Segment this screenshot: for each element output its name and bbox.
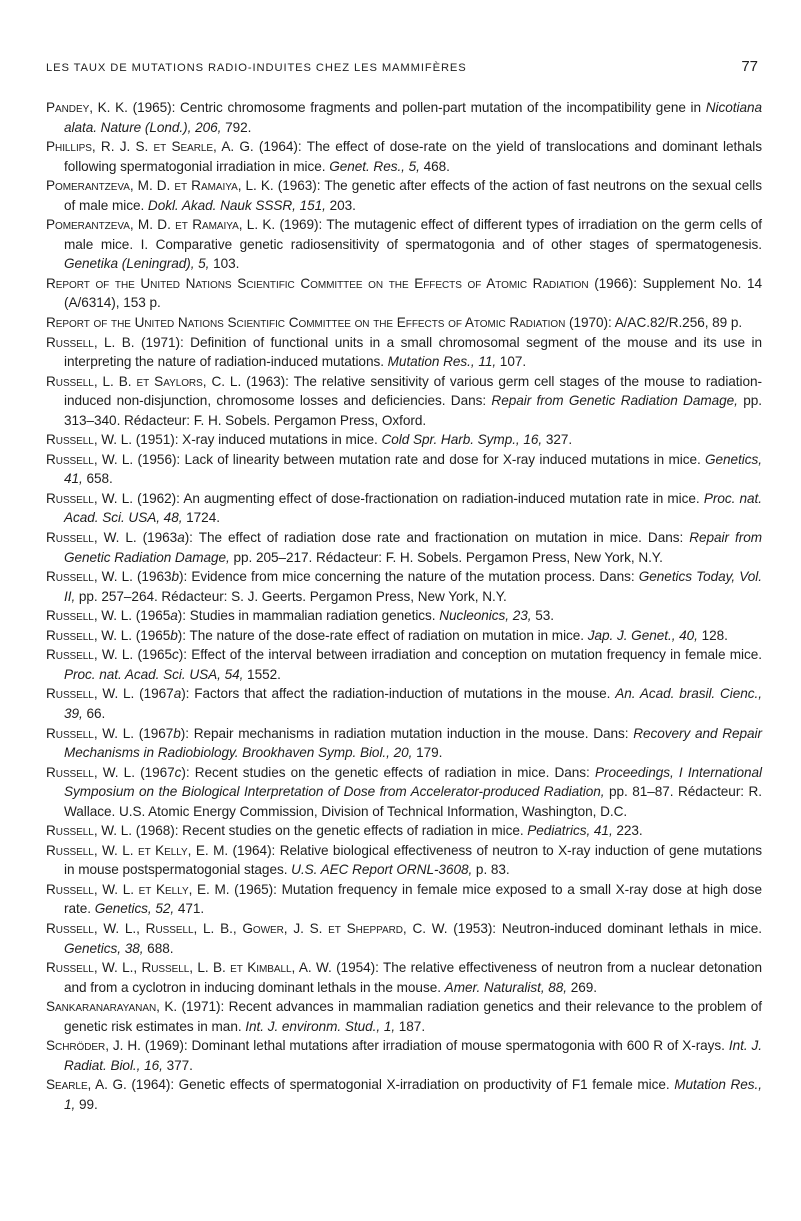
reference-italic: Jap. J. Genet., 40, (587, 627, 698, 643)
reference-text: 1724. (182, 510, 220, 526)
reference-authors: Russell, W. L. (46, 432, 132, 448)
reference-authors: Russell, W. L. (46, 823, 132, 839)
reference-italic: Dokl. Akad. Nauk SSSR, 151, (147, 197, 326, 213)
reference-italic: b (171, 569, 179, 585)
reference-text: pp. 205–217. Rédacteur: F. H. Sobels. Pergamon Press, New York, N.Y. (229, 549, 663, 565)
reference-text: (1951): X-ray induced mutations in mice. (132, 432, 382, 448)
reference-text: (1970): A/AC.82/R.256, 89 p. (565, 315, 743, 331)
reference-authors: Pomerantzeva, M. D. et Ramaiya, L. K. (46, 178, 274, 194)
reference-authors: Russell, W. L., Russell, L. B., Gower, J. S. et Sheppard, C. W. (46, 920, 448, 936)
reference-text: ): Evidence from mice concerning the nature of the mutation process. Dans: (178, 569, 639, 585)
reference-entry (46, 137, 762, 176)
reference-text: pp. 81–87. Rédacteur: R. Wallace. U.S. Atomic Energy Commission, Division of Technical Information, Washington, D.C. (64, 784, 763, 819)
reference-text: ): Studies in mammalian radiation genetics. (177, 608, 440, 624)
reference-italic: U.S. AEC Report ORNL-3608, (291, 862, 473, 878)
running-head: LES TAUX DE MUTATIONS RADIO-INDUITES CHEZ LES MAMMIFÈRES (46, 62, 467, 74)
reference-italic: c (174, 764, 182, 780)
reference-entry (46, 430, 762, 450)
reference-italic: a (170, 608, 178, 624)
reference-text: ): Repair mechanisms in radiation mutation induction in the mouse. Dans: (180, 725, 634, 741)
reference-text: 53. (531, 608, 554, 624)
reference-text: (1964): The effect of dose-rate on the yield of translocations and dominant lethals following spermatogonial irradiation in mice. (64, 139, 762, 174)
reference-italic: Pediatrics, 41, (527, 823, 613, 839)
reference-text: (1953): Neutron-induced dominant lethals in mice. (447, 920, 762, 936)
page (46, 58, 762, 1114)
reference-italic: Genetics, 41, (64, 451, 762, 487)
reference-italic: a (177, 530, 185, 546)
reference-text: 327. (542, 432, 573, 448)
reference-text: (1969): Dominant lethal mutations after irradiation of mouse spermatogonia with 600 R of X-rays. (140, 1038, 729, 1054)
reference-entry (46, 645, 762, 684)
reference-authors: Schröder, J. H. (46, 1038, 141, 1054)
reference-entry (46, 821, 762, 841)
reference-text: 66. (82, 705, 106, 721)
reference-authors: Russell, W. L. (46, 530, 137, 546)
reference-text: (1954): The relative effectiveness of neutron from a nuclear detonation and from a cyclotron in inducing dominant lethals in the mouse. (64, 960, 762, 995)
reference-text: (1963): The genetic after effects of the action of fast neutrons on the sexual cells of male mice. (64, 178, 763, 213)
reference-italic: Cold Spr. Harb. Symp., 16, (381, 432, 543, 448)
reference-text: 792. (221, 119, 252, 135)
reference-text: ): Effect of the interval between irradiation and conception on mutation frequency in female mice. (178, 647, 762, 663)
reference-italic: Nicotiana alata. Nature (Lond.), 206, (64, 100, 762, 135)
reference-entry (46, 958, 762, 997)
reference-authors: Russell, W. L. (46, 490, 133, 506)
reference-italic: b (173, 725, 181, 741)
reference-italic: a (173, 686, 182, 702)
reference-entry (46, 98, 762, 137)
reference-italic: Proceedings, I International Symposium on the Biological Interpretation of Dose from Accelerator-produced Radiation, (64, 764, 762, 800)
reference-italic: Genet. Res., 5, (329, 158, 420, 174)
reference-italic: b (170, 627, 178, 643)
reference-entry (46, 450, 762, 489)
reference-authors: Russell, W. L. (46, 608, 132, 624)
reference-text: (1964): Genetic effects of spermatogonial X-irradiation on productivity of F1 female mice. (126, 1077, 675, 1093)
reference-text: 187. (395, 1018, 426, 1034)
reference-entry (46, 567, 762, 606)
reference-list (46, 98, 762, 1114)
reference-entry (46, 274, 762, 313)
page-number: 77 (741, 58, 758, 75)
reference-text: (1967 (134, 725, 174, 741)
reference-italic: Genetics, 38, (64, 940, 144, 956)
reference-text: (1965 (132, 608, 171, 624)
reference-italic: Nucleonics, 23, (439, 608, 532, 624)
reference-text: 377. (162, 1057, 193, 1073)
reference-text: (1964): Relative biological effectiveness of neutron to X-ray induction of gene mutations in mouse postspermatogonial stages. (64, 842, 762, 878)
reference-text: pp. 313–340. Rédacteur: F. H. Sobels. Pergamon Press, Oxford. (64, 393, 762, 428)
reference-text: 1552. (243, 666, 281, 682)
page-header (46, 58, 762, 86)
reference-entry (46, 1075, 762, 1114)
reference-text: (1962): An augmenting effect of dose-fractionation on radiation-induced mutation rate in mice. (132, 490, 704, 506)
reference-text: 223. (612, 823, 643, 839)
reference-entry (46, 626, 762, 646)
reference-italic: Repair from Genetic Radiation Damage, (64, 530, 763, 565)
reference-entry (46, 997, 762, 1036)
reference-entry (46, 215, 762, 274)
reference-italic: Mutation Res., 1, (64, 1077, 763, 1112)
reference-text: (1965): Centric chromosome fragments and pollen-part mutation of the incompatibility gene in (127, 100, 706, 115)
reference-text: (1969): The mutagenic effect of different types of irradiation on the germ cells of male mice. I. Comparative genetic radiosensitivity of spermatogonia and of other stages of spermatogenesis. (64, 217, 762, 252)
reference-text: 179. (412, 745, 443, 761)
reference-text: (1967 (134, 686, 174, 702)
reference-entry (46, 372, 762, 431)
reference-entry (46, 763, 762, 822)
reference-italic: c (171, 647, 179, 663)
reference-italic: Genetics, 52, (94, 901, 175, 917)
reference-authors: Pandey, K. K. (46, 100, 128, 115)
reference-text: ): The effect of radiation dose rate and fractionation on mutation in mice. Dans: (184, 530, 690, 546)
reference-entry (46, 841, 762, 880)
reference-authors: Russell, L. B. (46, 334, 135, 350)
reference-authors: Russell, W. L. (46, 725, 135, 741)
reference-italic: Amer. Naturalist, 88, (444, 979, 568, 995)
reference-authors: Pomerantzeva, M. D. et Ramaiya, L. K. (46, 217, 276, 233)
reference-entry (46, 684, 762, 723)
reference-text: ): Factors that affect the radiation-induction of mutations in the mouse. (181, 686, 616, 702)
reference-text: (1963 (136, 530, 178, 546)
reference-authors: Russell, W. L. et Kelly, E. M. (46, 842, 229, 858)
reference-text: 107. (496, 354, 527, 370)
reference-text: p. 83. (472, 862, 510, 878)
reference-text: (1963): The relative sensitivity of various germ cell stages of the mouse to radiation-induced non-disjunction, chromosome losses and deficiencies. Dans: (64, 373, 762, 409)
reference-entry (46, 880, 762, 919)
reference-italic: Genetika (Leningrad), 5, (64, 256, 210, 272)
reference-text: 203. (325, 197, 356, 213)
reference-entry (46, 528, 762, 567)
reference-text: 269. (567, 979, 597, 995)
reference-text: (1956): Lack of linearity between mutation rate and dose for X-ray induced mutations in mice. (133, 451, 706, 467)
reference-text: (1971): Definition of functional units in a small chromosomal segment of the mouse and its use in interpreting the nature of radiation-induced mutations. (64, 334, 762, 370)
reference-entry (46, 489, 762, 528)
reference-authors: Russell, W. L. (46, 764, 135, 780)
reference-authors: Russell, W. L. et Kelly, E. M. (46, 881, 230, 897)
reference-text: 471. (174, 901, 205, 917)
reference-text: 688. (143, 940, 174, 956)
reference-authors: Russell, L. B. et Saylors, C. L. (46, 373, 242, 389)
reference-authors: Report of the United Nations Scientific Committee on the Effects of Atomic Radiation (46, 315, 566, 331)
reference-authors: Russell, W. L. (46, 627, 132, 643)
reference-text: (1965 (132, 627, 171, 643)
reference-italic: Int. J. environm. Stud., 1, (245, 1018, 396, 1034)
reference-text: 103. (209, 256, 240, 272)
reference-authors: Searle, A. G. (46, 1077, 127, 1093)
reference-italic: Int. J. Radiat. Biol., 16, (64, 1038, 763, 1073)
reference-text: pp. 257–264. Rédacteur: S. J. Geerts. Pergamon Press, New York, N.Y. (75, 588, 507, 604)
reference-text: (1965 (133, 647, 172, 663)
reference-entry (46, 1036, 762, 1075)
reference-entry (46, 333, 762, 372)
reference-italic: An. Acad. brasil. Cienc., 39, (64, 686, 762, 721)
reference-italic: Proc. nat. Acad. Sci. USA, 48, (64, 490, 762, 526)
reference-italic: Recovery and Repair Mechanisms in Radiobiology. Brookhaven Symp. Biol., 20, (64, 725, 763, 761)
reference-entry (46, 724, 762, 763)
reference-text: (1971): Recent advances in mammalian radiation genetics and their relevance to the problem of genetic risk estimates in man. (64, 999, 762, 1034)
reference-authors: Russell, W. L. (46, 451, 134, 467)
reference-text: (1965): Mutation frequency in female mice exposed to a small X-ray dose at high dose rate. (64, 881, 762, 917)
reference-italic: Mutation Res., 11, (387, 354, 497, 370)
reference-entry (46, 919, 762, 958)
reference-text: ): Recent studies on the genetic effects of radiation in mice. Dans: (181, 764, 595, 780)
reference-authors: Russell, W. L. (46, 569, 133, 585)
reference-authors: Report of the United Nations Scientific Committee on the Effects of Atomic Radiation (46, 275, 589, 291)
reference-authors: Russell, W. L., Russell, L. B. et Kimball, A. W. (46, 960, 332, 976)
reference-text: (1967 (134, 764, 175, 780)
reference-entry (46, 606, 762, 626)
reference-text: (1963 (132, 569, 172, 585)
reference-text: (1966): Supplement No. 14 (A/6314), 153 p. (64, 275, 762, 311)
reference-authors: Sankaranarayanan, K. (46, 999, 178, 1015)
reference-italic: Repair from Genetic Radiation Damage, (491, 393, 738, 409)
reference-text: 99. (75, 1096, 98, 1112)
reference-text: 128. (697, 627, 728, 643)
reference-authors: Russell, W. L. (46, 647, 134, 663)
reference-text: 658. (82, 471, 113, 487)
reference-text: 468. (419, 158, 450, 174)
reference-entry (46, 176, 762, 215)
reference-text: (1968): Recent studies on the genetic effects of radiation in mice. (132, 823, 528, 839)
reference-italic: Proc. nat. Acad. Sci. USA, 54, (64, 666, 244, 682)
reference-italic: Genetics Today, Vol. II, (64, 569, 762, 604)
reference-authors: Phillips, R. J. S. et Searle, A. G. (46, 139, 254, 155)
reference-text: ): The nature of the dose-rate effect of radiation on mutation in mice. (177, 627, 588, 643)
reference-entry (46, 313, 762, 333)
reference-authors: Russell, W. L. (46, 686, 135, 702)
